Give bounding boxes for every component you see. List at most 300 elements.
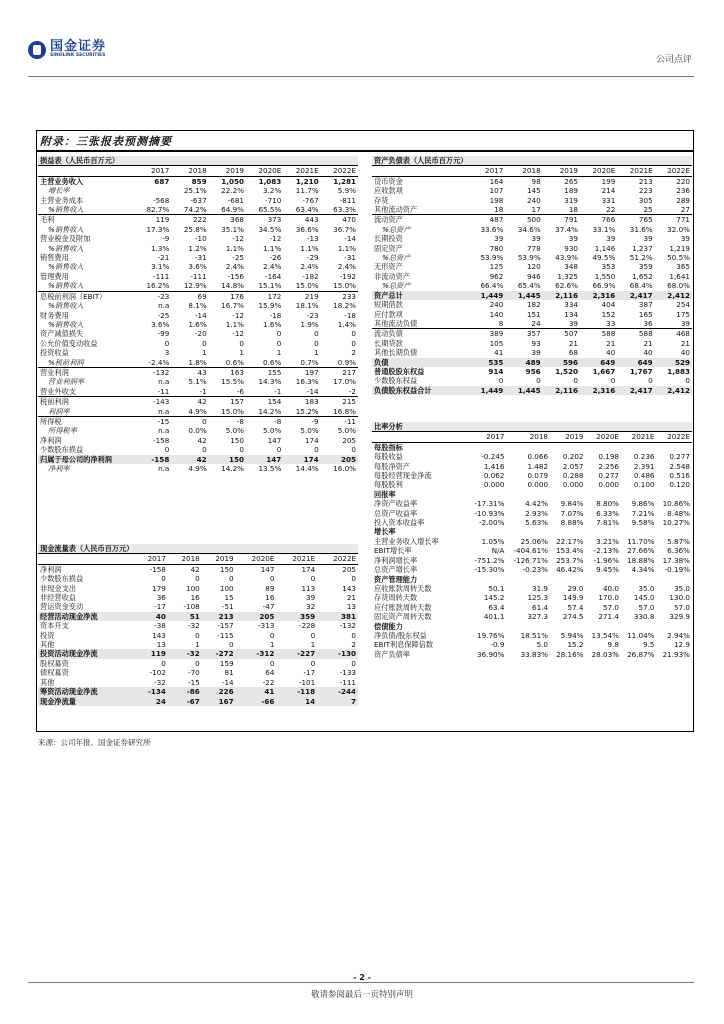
cell-value: 155 <box>246 367 283 377</box>
row-label: 营业利润 <box>38 367 134 377</box>
year-header: 2021E <box>621 432 656 442</box>
cell-value: 21 <box>643 338 653 348</box>
table-row <box>38 367 358 377</box>
cell-value: -15.30% <box>474 565 505 575</box>
cell-value: 0.000 <box>527 480 549 490</box>
cell-value <box>621 442 656 452</box>
cell-value <box>506 490 550 499</box>
cell-value: 1.1% <box>225 319 244 329</box>
cell-value: 40 <box>606 348 616 358</box>
row-label: 非经营收益 <box>40 593 76 603</box>
cell-value: 0 <box>164 445 170 455</box>
cell-value: -2 <box>348 386 356 396</box>
cell-value: 0.198 <box>598 452 619 462</box>
cell-value: -32 <box>188 621 200 631</box>
cell-value: 1,767 <box>629 366 653 376</box>
table-row <box>372 205 692 215</box>
cell-value <box>621 490 656 499</box>
cell-value: 21 <box>606 338 616 348</box>
row-label: 每股股利 <box>374 480 403 490</box>
row-label: 偿债能力 <box>374 621 403 631</box>
cell-value: 174 <box>304 435 319 445</box>
cell-value: 0.066 <box>527 452 549 462</box>
cell-value: 0 <box>229 640 234 650</box>
cell-value: 174 <box>301 564 316 574</box>
cell-value: -70 <box>188 668 200 678</box>
cell-value: 16.2% <box>146 281 170 291</box>
cell-value: -86 <box>168 687 202 696</box>
cell-value: 1 <box>202 348 207 358</box>
row-label: %总资产 <box>382 281 411 291</box>
table-row <box>372 386 692 395</box>
cell-value: -134 <box>134 687 168 696</box>
cell-value: 226 <box>202 687 236 696</box>
cell-value: 17 <box>531 205 541 215</box>
cell-value: 368 <box>209 215 246 225</box>
cell-value: 0 <box>229 574 234 584</box>
cell-value: 0 <box>685 376 690 386</box>
cell-value <box>550 442 585 452</box>
cell-value: 0.100 <box>633 480 655 490</box>
cell-value: 596 <box>543 358 580 367</box>
cell-value: 0 <box>351 630 356 640</box>
year-header: 2018 <box>171 166 208 176</box>
row-label: 应收账款周转天数 <box>374 583 432 593</box>
cell-value: 1.6% <box>263 319 282 329</box>
cell-value: 27 <box>680 205 690 215</box>
cell-value: 1,210 <box>295 176 319 186</box>
cell-value: 39 <box>531 348 541 358</box>
table-row <box>372 575 692 584</box>
cell-value: 500 <box>505 215 542 225</box>
table-row <box>38 348 358 357</box>
table-title: 比率分析 <box>372 422 692 432</box>
cell-value: 63.3% <box>333 205 356 215</box>
cell-value: 3.2% <box>263 186 282 196</box>
table-title-row <box>38 156 358 166</box>
table-row <box>38 697 358 706</box>
row-label: 其他流动负债 <box>374 318 418 328</box>
table-row <box>372 631 692 640</box>
cell-value: 389 <box>468 329 505 339</box>
cell-value: -22 <box>262 677 275 687</box>
cell-value: 66.9% <box>592 281 616 291</box>
cell-value: 0 <box>269 574 275 584</box>
cell-value: -32 <box>168 649 202 658</box>
table-row <box>38 377 358 386</box>
cell-value: 1,219 <box>669 243 690 253</box>
cell-value: 12.9% <box>183 281 207 291</box>
cell-value: 68.0% <box>667 281 690 291</box>
cell-value: 64.9% <box>221 205 244 215</box>
cell-value: 265 <box>564 176 578 186</box>
year-header: 2022E <box>656 432 692 442</box>
cell-value: 0.277 <box>669 452 690 462</box>
cell-value: 2,417 <box>617 386 654 395</box>
year-header-row <box>372 166 692 176</box>
cell-value: 5.63% <box>525 518 549 528</box>
document-type: 公司点评 <box>655 55 692 65</box>
cell-value: -767 <box>302 195 319 205</box>
year-header-row <box>38 166 358 176</box>
cell-value: 0 <box>195 574 200 584</box>
cell-value: 89 <box>265 583 275 593</box>
cell-value: 5.9% <box>337 186 356 196</box>
row-label: 毛利 <box>38 215 134 225</box>
cell-value: -14 <box>194 310 207 320</box>
cell-value: 9.86% <box>631 499 655 509</box>
cell-value: 34.5% <box>258 224 282 234</box>
cell-value: 14.8% <box>221 281 244 291</box>
cell-value: -312 <box>236 649 277 658</box>
cell-value: 1,083 <box>258 176 282 186</box>
table-title-row <box>372 422 692 432</box>
cell-value: 119 <box>134 215 171 225</box>
table-row <box>38 621 358 630</box>
year-header: 2020E <box>246 166 283 176</box>
cell-value: 1 <box>310 640 316 650</box>
table-row <box>372 319 692 329</box>
table-row <box>38 631 358 640</box>
cell-value: 39 <box>606 234 616 244</box>
row-label: 其他流动资产 <box>374 205 418 215</box>
cell-value: 5.0% <box>337 426 356 436</box>
row-label: 所得税 <box>38 416 134 426</box>
cell-value: 1.6% <box>188 319 207 329</box>
cell-value: -0.245 <box>481 452 505 462</box>
row-label: 每股经营现金净流 <box>374 471 432 481</box>
cell-value: 174 <box>283 455 320 464</box>
table-row <box>38 593 358 602</box>
cell-value: 0 <box>351 329 356 339</box>
cell-value: 373 <box>246 215 283 225</box>
cell-value: 223 <box>638 186 653 196</box>
cell-value: 217 <box>321 367 358 377</box>
cell-value: 9.84% <box>560 499 584 509</box>
brand-name-en: SINOLINK SECURITIES <box>50 53 106 58</box>
cell-value: -158 <box>153 435 170 445</box>
cell-value: -13 <box>306 234 319 244</box>
cell-value: 859 <box>191 176 207 186</box>
cell-value <box>621 622 656 631</box>
cell-value: -12 <box>232 329 244 339</box>
cell-value: -158 <box>134 455 171 464</box>
cell-value: 37.4% <box>555 224 578 234</box>
cell-value: 213 <box>202 612 236 621</box>
cell-value: 1,520 <box>555 366 578 376</box>
cell-value: -32 <box>154 677 166 687</box>
cell-value: 289 <box>676 195 690 205</box>
cell-value: 2.4% <box>263 262 282 272</box>
cell-value: 1,050 <box>221 176 244 186</box>
cell-value: 163 <box>209 367 246 377</box>
cell-value: 205 <box>342 435 356 445</box>
cell-value: 25 <box>643 205 653 215</box>
cell-value: 271.4 <box>598 612 619 622</box>
cell-value: 2.93% <box>525 508 549 518</box>
cell-value: 49.5% <box>592 253 616 263</box>
table-row <box>372 262 692 271</box>
cell-value <box>468 442 506 452</box>
row-label: 其他长期负债 <box>374 348 418 358</box>
cell-value: N/A <box>491 546 505 556</box>
row-label: 主营业务成本 <box>40 195 84 205</box>
table-row <box>38 445 358 454</box>
cell-value: 1 <box>269 640 275 650</box>
cell-value: -1.96% <box>593 555 619 565</box>
cell-value: 357 <box>505 329 542 339</box>
cell-value: 147 <box>246 455 283 464</box>
cell-value: -133 <box>339 668 356 678</box>
cell-value: 387 <box>638 300 653 310</box>
cell-value: 16.7% <box>221 301 244 311</box>
row-label: 非流动资产 <box>374 271 410 281</box>
cell-value: 32 <box>306 602 316 612</box>
cell-value: 147 <box>267 435 282 445</box>
cell-value: 2,412 <box>655 291 692 300</box>
table-row <box>372 603 692 612</box>
cell-value: 2,316 <box>580 291 617 300</box>
cell-value: 0 <box>498 376 504 386</box>
cell-value: 236 <box>676 186 690 196</box>
cell-value: -710 <box>265 195 282 205</box>
cell-value: -111 <box>190 271 207 281</box>
row-label: 投资活动现金净流 <box>38 649 134 658</box>
table-row <box>372 281 692 290</box>
cell-value: 183 <box>283 397 320 407</box>
cell-value: 914 <box>488 366 504 376</box>
cell-value: -17.31% <box>474 499 505 509</box>
year-header: 2017 <box>468 166 505 176</box>
cell-value: 22 <box>606 205 616 215</box>
row-label: 税前利润 <box>38 397 134 407</box>
cell-value: 1,237 <box>632 243 653 253</box>
cell-value: -66 <box>236 697 277 706</box>
row-label: 增长率 <box>374 527 396 537</box>
row-label: 净利润 <box>40 564 62 574</box>
table-row <box>38 678 358 687</box>
row-label: 现金净流量 <box>38 697 134 706</box>
cell-value: -47 <box>262 602 275 612</box>
cell-value: 62.6% <box>555 281 578 291</box>
row-label: %销售收入 <box>48 205 84 215</box>
cell-value: 120 <box>526 262 541 272</box>
row-label: 管理费用 <box>40 271 69 281</box>
cell-value: 0 <box>269 630 275 640</box>
cell-value: 1.05% <box>481 536 505 546</box>
cell-value: 17.3% <box>146 224 170 234</box>
cell-value: -12 <box>269 234 282 244</box>
cell-value: 780 <box>489 243 504 253</box>
cell-value: 36.6% <box>295 224 319 234</box>
row-label: 股权募资 <box>40 658 69 668</box>
cell-value <box>468 490 506 499</box>
cell-value: 1.2% <box>188 243 207 253</box>
cell-value: -14 <box>344 234 356 244</box>
cell-value: 14.4% <box>295 464 319 473</box>
cell-value: -67 <box>168 697 202 706</box>
cell-value: 150 <box>209 455 246 464</box>
cell-value: 0 <box>610 376 616 386</box>
cell-value <box>506 527 550 536</box>
cell-value: 0.000 <box>483 480 505 490</box>
appendix-title-divider <box>36 150 694 152</box>
cell-value: 5.87% <box>667 536 690 546</box>
row-label: 净利率 <box>48 464 70 473</box>
table-title-row <box>372 156 692 166</box>
cell-value: 0 <box>314 338 319 348</box>
cell-value: -1 <box>274 386 282 396</box>
cell-value: 176 <box>209 291 246 301</box>
cell-value: 0 <box>310 658 316 668</box>
row-label: 流动负债 <box>372 329 468 339</box>
table-row <box>38 668 358 677</box>
cell-value: 1,449 <box>468 291 505 300</box>
cell-value <box>586 575 621 584</box>
cell-value: 22.2% <box>221 186 244 196</box>
cell-value: -10.93% <box>474 508 505 518</box>
table-row <box>372 310 692 319</box>
cell-value: 36.7% <box>333 224 356 234</box>
cell-value: -51 <box>221 602 234 612</box>
table-row <box>372 348 692 357</box>
cell-value: 3.1% <box>151 262 170 272</box>
cell-value: 32.0% <box>667 224 690 234</box>
cell-value: 39 <box>306 593 316 603</box>
cell-value: 2.4% <box>225 262 244 272</box>
cell-value: 305 <box>638 195 653 205</box>
cell-value: 1.4% <box>337 319 356 329</box>
cell-value <box>550 490 585 499</box>
cell-value: 39 <box>643 234 653 244</box>
row-label: 投资 <box>40 630 55 640</box>
cell-value: 946 <box>526 271 541 281</box>
cell-value: -157 <box>217 621 234 631</box>
cell-value: -8 <box>209 416 246 426</box>
cell-value: 0 <box>164 338 170 348</box>
table-row <box>372 291 692 300</box>
cell-value: 13 <box>156 640 166 650</box>
cell-value: 274.5 <box>562 612 584 622</box>
cell-value: -26 <box>269 253 282 263</box>
cell-value: 39 <box>680 234 690 244</box>
table-row <box>38 649 358 658</box>
cell-value: 0 <box>276 338 282 348</box>
cell-value: 35.1% <box>221 224 244 234</box>
cell-value: -132 <box>339 621 356 631</box>
cell-value: 14.2% <box>258 406 282 416</box>
cell-value: 42 <box>190 564 200 574</box>
cell-value: 687 <box>154 176 170 186</box>
cell-value: -751.2% <box>474 555 505 565</box>
table-row <box>38 602 358 611</box>
cell-value: 39 <box>568 318 578 328</box>
year-header: 2017 <box>468 432 506 442</box>
table-row <box>38 329 358 338</box>
cell-value: -244 <box>317 687 358 696</box>
cell-value: 778 <box>526 243 541 253</box>
cell-value <box>506 622 550 631</box>
table-row <box>38 612 358 621</box>
cell-value: 11.70% <box>627 536 655 546</box>
cell-value: 1.1% <box>300 243 319 253</box>
cash-flow-table <box>38 544 358 706</box>
cell-value: 29.0 <box>567 583 584 593</box>
cell-value: 535 <box>468 358 505 367</box>
table-row <box>372 442 692 452</box>
cell-value: -23 <box>306 310 319 320</box>
cell-value: -156 <box>227 271 244 281</box>
cell-value: 222 <box>171 215 208 225</box>
cell-value: 0 <box>310 630 316 640</box>
row-label: 应付账款周转天数 <box>374 602 432 612</box>
table-row <box>38 320 358 329</box>
cell-value: -101 <box>298 677 316 687</box>
cell-value: 25.8% <box>183 224 207 234</box>
cell-value: 4.9% <box>188 406 207 416</box>
year-header: 2022E <box>321 166 358 176</box>
cell-value <box>586 622 621 631</box>
cell-value: 15.0% <box>333 281 356 291</box>
row-label: %销售收入 <box>48 319 84 329</box>
cell-value: -20 <box>194 329 207 339</box>
cell-value: 765 <box>617 215 654 225</box>
row-label: 总资产收益率 <box>374 508 418 518</box>
cell-value: 51 <box>168 612 202 621</box>
cell-value: 0.516 <box>669 471 690 481</box>
year-header: 2018 <box>506 432 550 442</box>
table-row <box>372 462 692 471</box>
cell-value: 143 <box>342 583 356 593</box>
cell-value: -12 <box>232 310 244 320</box>
cell-value: 107 <box>489 186 504 196</box>
cell-value: 1,667 <box>592 366 616 376</box>
cell-value: -10 <box>194 234 207 244</box>
cell-value: 35.0 <box>638 583 655 593</box>
cell-value: 134 <box>564 309 578 319</box>
cell-value: 1.1% <box>337 243 356 253</box>
cell-value: -130 <box>317 649 358 658</box>
row-label: 固定资产周转天数 <box>374 612 432 622</box>
cell-value: 63.4% <box>295 205 319 215</box>
table-row <box>38 584 358 593</box>
cell-value: 13.5% <box>258 464 282 473</box>
cell-value: 149.9 <box>562 593 584 603</box>
cell-value: 36 <box>156 593 166 603</box>
cell-value: 145.2 <box>483 593 505 603</box>
cell-value: 16.3% <box>295 377 319 387</box>
cell-value: -99 <box>157 329 170 339</box>
cell-value: 0 <box>310 574 316 584</box>
cell-value: 1.482 <box>527 461 549 471</box>
cell-value: 2,412 <box>655 386 692 395</box>
row-label: 主营业务收入增长率 <box>374 536 439 546</box>
cell-value: 22.17% <box>556 536 584 546</box>
table-row <box>38 339 358 348</box>
cell-value: 64 <box>265 668 275 678</box>
cell-value: 53.9% <box>480 253 504 263</box>
table-row <box>38 272 358 281</box>
row-label: %总资产 <box>382 224 411 234</box>
cell-value: 42 <box>171 397 208 407</box>
table-row <box>38 244 358 253</box>
cell-value: -38 <box>154 621 166 631</box>
cell-value: 9.45% <box>596 565 619 575</box>
row-label: 营业外收支 <box>40 386 76 396</box>
cell-value: 331 <box>601 195 616 205</box>
cell-value: 43.9% <box>555 253 578 263</box>
cell-value: 15.2 <box>567 640 584 650</box>
